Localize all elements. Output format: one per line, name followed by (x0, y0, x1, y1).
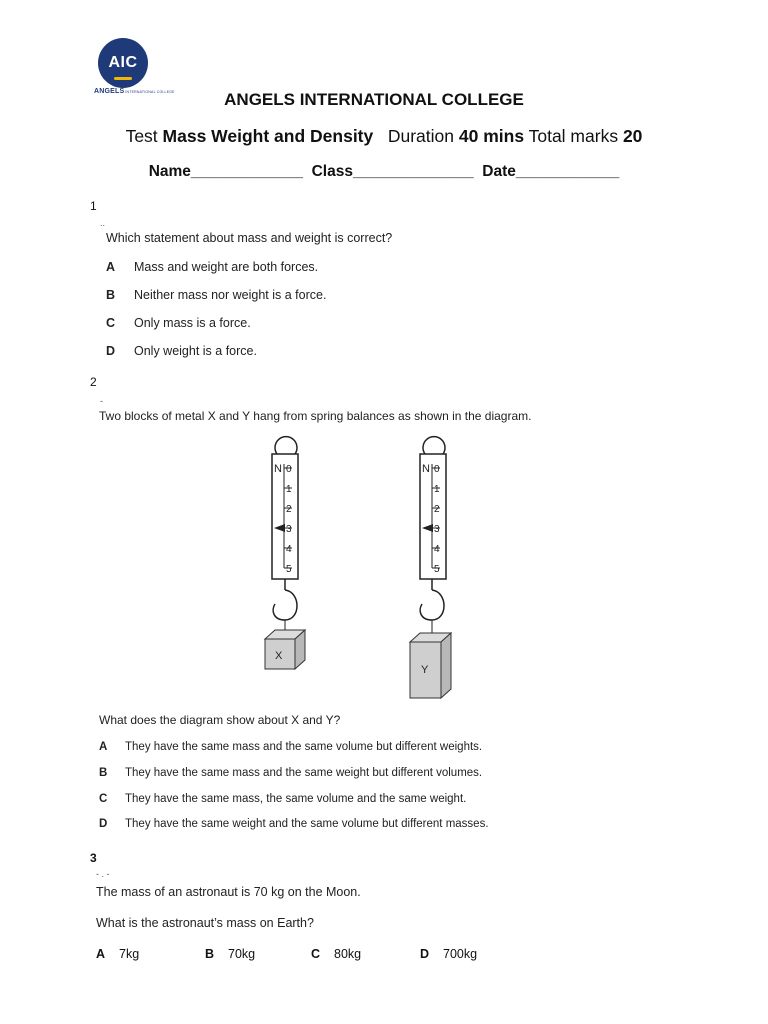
option-letter: B (106, 288, 116, 302)
marks-value: 20 (622, 126, 643, 146)
option-letter: D (99, 818, 108, 830)
block-y (410, 633, 451, 698)
duration-value: 40 mins (458, 126, 525, 146)
option-letter: D (106, 344, 116, 358)
balance-x-top-ring (275, 437, 297, 454)
test-label: Test (125, 126, 158, 146)
q2-question: What does the diagram show about X and Y? (99, 713, 341, 727)
logo-wordmark-text: ANGELS (94, 88, 125, 95)
marks-label: Total marks (528, 126, 619, 146)
q2-number: 2 (90, 375, 97, 389)
scale-label: 3 (286, 524, 292, 535)
q2-option-c (99, 793, 466, 805)
option-letter: C (99, 793, 108, 805)
q3-number: 3 (90, 851, 97, 865)
class-field: Class______________ (311, 163, 474, 180)
scale-label: 1 (434, 484, 440, 495)
option-letter: C (106, 316, 116, 330)
q1-option-d (106, 344, 257, 358)
q1-option-c (106, 316, 251, 330)
q3-option-a (96, 947, 139, 961)
scan-mark: .. (100, 218, 106, 228)
option-text: They have the same mass and the same volume but different weights. (125, 741, 483, 753)
scale-label: 0 (434, 464, 440, 475)
spring-balance-x (272, 437, 298, 634)
spring-balance-y (420, 437, 446, 634)
scale-label: 5 (286, 564, 292, 575)
duration-label: Duration (387, 126, 454, 146)
q2-intro: Two blocks of metal X and Y hang from spring balances as shown in the diagram. (99, 409, 532, 423)
scale-label: 0 (286, 464, 292, 475)
date-field: Date____________ (482, 163, 620, 180)
scale-label: 2 (286, 504, 292, 515)
q2-option-d (99, 818, 489, 830)
balance-y-unit: N (422, 463, 430, 475)
option-text: 700kg (443, 947, 478, 961)
balance-y-top-ring (423, 437, 445, 454)
option-letter: A (106, 260, 116, 274)
logo-badge: AIC (98, 38, 148, 88)
option-text: 70kg (228, 947, 256, 961)
q2-option-a (99, 741, 482, 753)
option-text: They have the same mass and the same weight but different volumes. (125, 767, 483, 779)
option-letter: B (99, 767, 108, 779)
test-title: Mass Weight and Density (162, 126, 374, 146)
q3-question: What is the astronaut’s mass on Earth? (96, 916, 314, 930)
block-x (265, 630, 305, 669)
option-letter: D (420, 947, 430, 961)
q1-question: Which statement about mass and weight is correct? (106, 231, 393, 245)
scale-label: 2 (434, 504, 440, 515)
option-text: Mass and weight are both forces. (134, 260, 319, 274)
option-text: Only mass is a force. (134, 316, 251, 330)
option-text: They have the same mass, the same volume and the same weight. (125, 793, 467, 805)
option-letter: C (311, 947, 321, 961)
scale-label: 4 (286, 544, 292, 555)
scan-mark: - (100, 396, 103, 406)
block-y-label: Y (421, 664, 429, 676)
college-name: ANGELS INTERNATIONAL COLLEGE (224, 90, 524, 109)
balance-x-hook (273, 590, 297, 620)
option-letter: B (205, 947, 215, 961)
test-info-line (0, 126, 768, 147)
option-text: 80kg (334, 947, 362, 961)
q3-intro: The mass of an astronaut is 70 kg on the Moon. (96, 885, 361, 899)
option-text: 7kg (119, 947, 140, 961)
scan-mark: - . - (96, 869, 110, 879)
q3-option-b (205, 947, 255, 961)
block-x-label: X (275, 650, 283, 662)
scale-label: 4 (434, 544, 440, 555)
option-text: Neither mass nor weight is a force. (134, 288, 327, 302)
student-fields (0, 163, 768, 181)
q2-option-b (99, 767, 482, 779)
balance-y-hook (420, 590, 444, 620)
logo-small-text: INTERNATIONAL COLLEGE (125, 90, 175, 94)
q3-option-c (311, 947, 361, 961)
scale-label: 3 (434, 524, 440, 535)
option-letter: A (96, 947, 106, 961)
scale-label: 1 (286, 484, 292, 495)
name-field: Name_____________ (148, 163, 303, 180)
q1-option-b (106, 288, 326, 302)
balance-x-unit: N (274, 463, 282, 475)
q1-number: 1 (90, 199, 97, 213)
spring-balance-diagram (255, 432, 470, 704)
q1-option-a (106, 260, 318, 274)
q3-option-d (420, 947, 477, 961)
option-text: They have the same weight and the same volume but different masses. (125, 818, 489, 830)
scale-label: 5 (434, 564, 440, 575)
option-letter: A (99, 741, 108, 753)
option-text: Only weight is a force. (134, 344, 257, 358)
